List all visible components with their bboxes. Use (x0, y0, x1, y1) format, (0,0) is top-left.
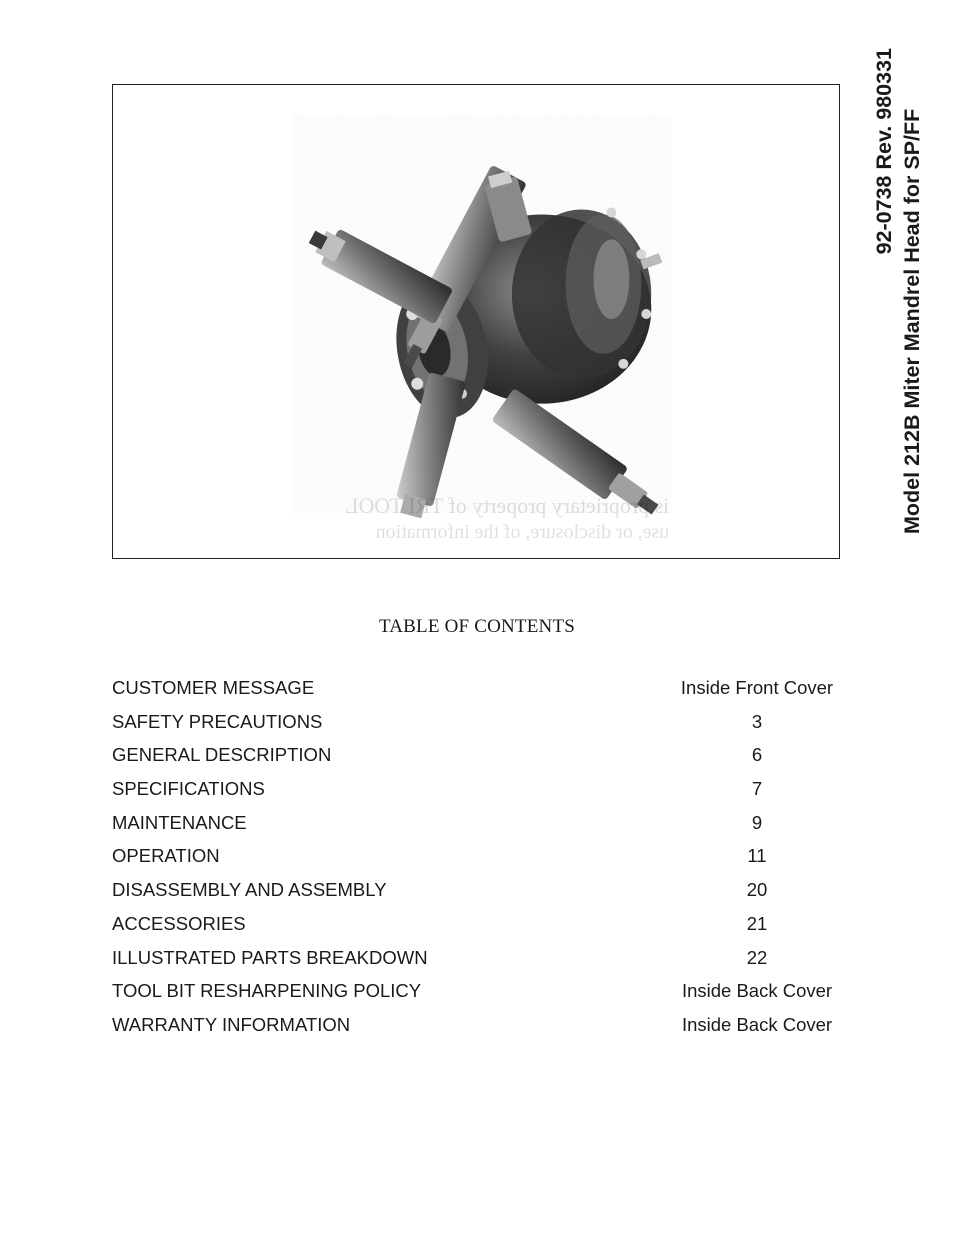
toc-entry-page: 11 (747, 845, 767, 867)
side-title (870, 40, 930, 540)
toc-entry-title: DISASSEMBLY AND ASSEMBLY (112, 879, 387, 901)
model-title: Model 212B Miter Mandrel Head for SP/FF (900, 108, 924, 534)
toc-row (112, 979, 842, 1013)
toc-entry-title: ACCESSORIES (112, 912, 246, 934)
toc-entry-page: 20 (746, 879, 768, 901)
toc-row (112, 946, 842, 980)
toc-row (112, 844, 842, 878)
toc-entry-page: 3 (751, 710, 763, 732)
toc-list (112, 676, 842, 1047)
watermark-line1: is proprietary property of TRI TOOL (345, 493, 670, 519)
toc-row (112, 878, 842, 912)
toc-row (112, 912, 842, 946)
toc-entry-page: 6 (751, 744, 763, 766)
toc-entry-title: SAFETY PRECAUTIONS (112, 710, 323, 732)
toc-entry-page: Inside Front Cover (680, 677, 834, 698)
toc-entry-title: WARRANTY INFORMATION (112, 1013, 351, 1035)
watermark-line2: use, or disclosure, of the information (375, 521, 670, 544)
toc-row (112, 811, 842, 845)
toc-entry-page: 22 (746, 946, 768, 968)
toc-entry-title: OPERATION (112, 845, 220, 867)
toc-row (112, 1013, 842, 1047)
toc-row (112, 743, 842, 777)
toc-entry-title: CUSTOMER MESSAGE (112, 677, 315, 698)
product-photo-frame (112, 84, 840, 559)
toc-entry-title: MAINTENANCE (112, 811, 247, 833)
toc-row (112, 777, 842, 811)
document-number: 92-0738 Rev. 980331 (872, 48, 896, 255)
toc-entry-page: Inside Back Cover (681, 1013, 833, 1035)
toc-entry-page: Inside Back Cover (681, 980, 833, 1002)
toc-entry-title: TOOL BIT RESHARPENING POLICY (112, 980, 422, 1002)
toc-entry-page: 21 (746, 912, 768, 934)
toc-entry-title: SPECIFICATIONS (112, 778, 265, 800)
toc-row (112, 710, 842, 744)
toc-heading: TABLE OF CONTENTS (378, 616, 576, 637)
toc-entry-page: 7 (751, 778, 763, 800)
toc-entry-title: ILLUSTRATED PARTS BREAKDOWN (112, 946, 428, 968)
toc-entry-page: 9 (751, 811, 763, 833)
toc-entry-title: GENERAL DESCRIPTION (112, 744, 332, 766)
miter-mandrel-head-image (113, 85, 839, 558)
toc-row (112, 676, 842, 710)
